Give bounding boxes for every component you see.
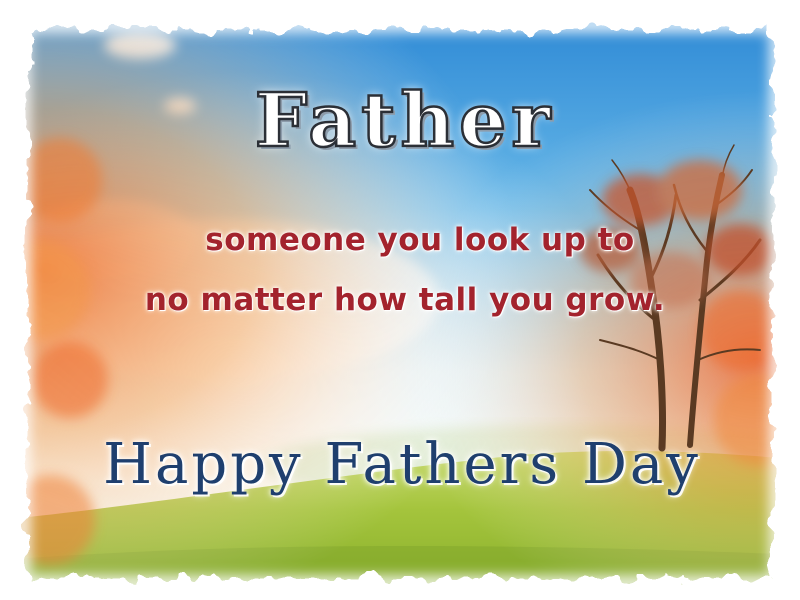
quote-line-2: no matter how tall you grow. (144, 282, 666, 318)
quote-line-1: someone you look up to (205, 222, 635, 258)
greeting-text: Happy Fathers Day (103, 432, 701, 497)
card-title: Father (254, 78, 556, 164)
